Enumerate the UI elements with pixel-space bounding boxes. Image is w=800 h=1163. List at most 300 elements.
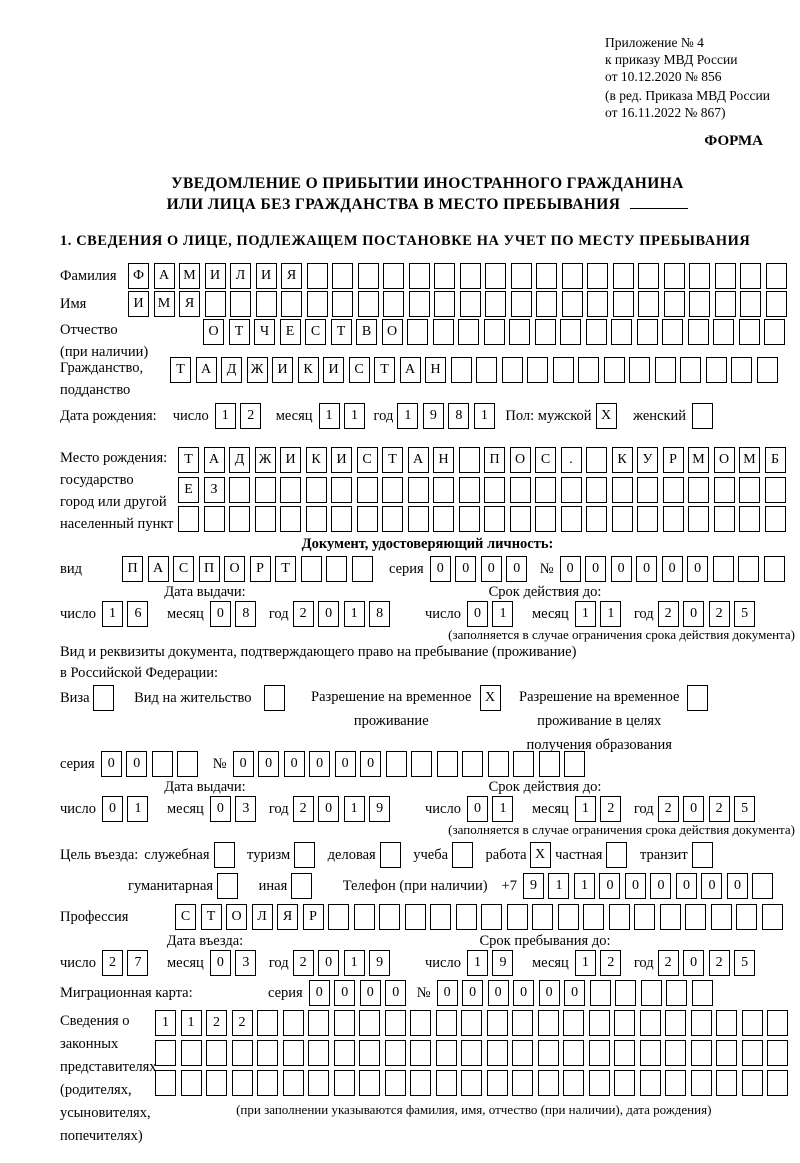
form-cell[interactable]	[606, 842, 627, 868]
form-cell[interactable]	[386, 751, 407, 777]
form-cell[interactable]	[206, 1040, 227, 1066]
form-cell[interactable]	[739, 506, 760, 532]
form-cell[interactable]	[281, 291, 302, 317]
form-cell[interactable]: Н	[433, 447, 454, 473]
form-cell[interactable]	[332, 263, 353, 289]
form-cell[interactable]	[460, 291, 481, 317]
form-cell[interactable]	[385, 1010, 406, 1036]
form-cell[interactable]	[459, 447, 480, 473]
form-cell[interactable]	[308, 1040, 329, 1066]
form-cell[interactable]	[680, 357, 701, 383]
form-cell[interactable]	[512, 1070, 533, 1096]
form-cell[interactable]: И	[205, 263, 226, 289]
form-cell[interactable]: А	[196, 357, 217, 383]
form-cell[interactable]	[461, 1010, 482, 1036]
form-cell[interactable]: 0	[676, 873, 697, 899]
form-cell[interactable]	[326, 556, 347, 582]
form-cell[interactable]	[558, 904, 579, 930]
form-cell[interactable]	[257, 1070, 278, 1096]
form-cell[interactable]	[562, 263, 583, 289]
form-cell[interactable]	[663, 506, 684, 532]
form-cell[interactable]	[459, 477, 480, 503]
form-cell[interactable]	[451, 357, 472, 383]
form-cell[interactable]	[383, 291, 404, 317]
form-cell[interactable]: С	[175, 904, 196, 930]
form-cell[interactable]: 2	[709, 950, 730, 976]
form-cell[interactable]: 0	[210, 601, 231, 627]
form-cell[interactable]	[583, 904, 604, 930]
form-cell[interactable]: X	[480, 685, 501, 711]
form-cell[interactable]: 1	[127, 796, 148, 822]
form-cell[interactable]	[586, 506, 607, 532]
form-cell[interactable]	[612, 477, 633, 503]
form-cell[interactable]: 2	[658, 950, 679, 976]
form-cell[interactable]	[352, 556, 373, 582]
form-cell[interactable]	[509, 319, 530, 345]
form-cell[interactable]	[553, 357, 574, 383]
form-cell[interactable]: 0	[683, 601, 704, 627]
form-cell[interactable]: 9	[423, 403, 444, 429]
form-cell[interactable]: 0	[102, 796, 123, 822]
form-cell[interactable]	[716, 1040, 737, 1066]
form-cell[interactable]	[527, 357, 548, 383]
form-cell[interactable]: И	[256, 263, 277, 289]
form-cell[interactable]	[487, 1010, 508, 1036]
form-cell[interactable]	[738, 556, 759, 582]
form-cell[interactable]	[692, 842, 713, 868]
form-cell[interactable]	[664, 263, 685, 289]
form-cell[interactable]: 8	[448, 403, 469, 429]
form-cell[interactable]: 0	[625, 873, 646, 899]
form-cell[interactable]	[357, 477, 378, 503]
form-cell[interactable]: 9	[369, 950, 390, 976]
form-cell[interactable]	[460, 263, 481, 289]
form-cell[interactable]: 0	[126, 751, 147, 777]
form-cell[interactable]: 0	[258, 751, 279, 777]
form-cell[interactable]	[379, 904, 400, 930]
form-cell[interactable]	[485, 263, 506, 289]
form-cell[interactable]: 0	[210, 796, 231, 822]
form-cell[interactable]	[306, 477, 327, 503]
form-cell[interactable]	[502, 357, 523, 383]
form-cell[interactable]: 8	[235, 601, 256, 627]
form-cell[interactable]	[587, 263, 608, 289]
form-cell[interactable]	[714, 506, 735, 532]
form-cell[interactable]	[507, 904, 528, 930]
form-cell[interactable]: Р	[250, 556, 271, 582]
form-cell[interactable]	[691, 1040, 712, 1066]
form-cell[interactable]	[561, 477, 582, 503]
form-cell[interactable]	[484, 319, 505, 345]
form-cell[interactable]: О	[203, 319, 224, 345]
form-cell[interactable]	[563, 1010, 584, 1036]
form-cell[interactable]	[711, 904, 732, 930]
form-cell[interactable]	[739, 477, 760, 503]
form-cell[interactable]	[452, 842, 473, 868]
form-cell[interactable]: Л	[230, 263, 251, 289]
form-cell[interactable]	[264, 685, 285, 711]
form-cell[interactable]: Ч	[254, 319, 275, 345]
form-cell[interactable]: 0	[462, 980, 483, 1006]
form-cell[interactable]	[354, 904, 375, 930]
form-cell[interactable]: С	[173, 556, 194, 582]
form-cell[interactable]: 1	[344, 796, 365, 822]
form-cell[interactable]	[232, 1040, 253, 1066]
form-cell[interactable]	[637, 506, 658, 532]
form-cell[interactable]	[767, 1040, 788, 1066]
form-cell[interactable]	[578, 357, 599, 383]
form-cell[interactable]	[762, 904, 783, 930]
form-cell[interactable]: 2	[709, 601, 730, 627]
form-cell[interactable]: В	[356, 319, 377, 345]
form-cell[interactable]	[535, 506, 556, 532]
form-cell[interactable]: 6	[127, 601, 148, 627]
form-cell[interactable]	[181, 1040, 202, 1066]
form-cell[interactable]	[614, 1070, 635, 1096]
form-cell[interactable]: 0	[611, 556, 632, 582]
form-cell[interactable]: X	[596, 403, 617, 429]
form-cell[interactable]	[359, 1040, 380, 1066]
form-cell[interactable]: 5	[734, 796, 755, 822]
form-cell[interactable]: 8	[369, 601, 390, 627]
form-cell[interactable]	[294, 842, 315, 868]
form-cell[interactable]: С	[535, 447, 556, 473]
form-cell[interactable]: А	[154, 263, 175, 289]
form-cell[interactable]	[485, 291, 506, 317]
form-cell[interactable]: Н	[425, 357, 446, 383]
form-cell[interactable]: И	[272, 357, 293, 383]
form-cell[interactable]	[382, 506, 403, 532]
form-cell[interactable]	[538, 1010, 559, 1036]
form-cell[interactable]	[604, 357, 625, 383]
form-cell[interactable]: Р	[303, 904, 324, 930]
form-cell[interactable]: 1	[397, 403, 418, 429]
form-cell[interactable]: 0	[210, 950, 231, 976]
form-cell[interactable]: 2	[658, 601, 679, 627]
form-cell[interactable]	[409, 291, 430, 317]
form-cell[interactable]	[532, 904, 553, 930]
form-cell[interactable]	[408, 506, 429, 532]
form-cell[interactable]	[715, 263, 736, 289]
form-cell[interactable]	[359, 1070, 380, 1096]
form-cell[interactable]: 0	[335, 751, 356, 777]
form-cell[interactable]	[214, 842, 235, 868]
form-cell[interactable]: 0	[539, 980, 560, 1006]
form-cell[interactable]: 1	[492, 601, 513, 627]
form-cell[interactable]	[614, 1040, 635, 1066]
form-cell[interactable]: 7	[127, 950, 148, 976]
form-cell[interactable]: 1	[575, 796, 596, 822]
form-cell[interactable]	[691, 1010, 712, 1036]
form-cell[interactable]: 1	[181, 1010, 202, 1036]
form-cell[interactable]	[484, 506, 505, 532]
form-cell[interactable]	[739, 319, 760, 345]
form-cell[interactable]: 0	[318, 950, 339, 976]
form-cell[interactable]: 0	[318, 796, 339, 822]
form-cell[interactable]	[205, 291, 226, 317]
form-cell[interactable]: X	[530, 842, 551, 868]
form-cell[interactable]: О	[510, 447, 531, 473]
form-cell[interactable]	[283, 1070, 304, 1096]
form-cell[interactable]	[461, 1040, 482, 1066]
form-cell[interactable]: М	[179, 263, 200, 289]
form-cell[interactable]	[736, 904, 757, 930]
form-cell[interactable]	[177, 751, 198, 777]
form-cell[interactable]	[560, 319, 581, 345]
form-cell[interactable]	[456, 904, 477, 930]
form-cell[interactable]: С	[305, 319, 326, 345]
form-cell[interactable]	[359, 1010, 380, 1036]
form-cell[interactable]	[742, 1040, 763, 1066]
form-cell[interactable]	[332, 291, 353, 317]
form-cell[interactable]	[764, 556, 785, 582]
form-cell[interactable]: Т	[275, 556, 296, 582]
form-cell[interactable]: 9	[523, 873, 544, 899]
form-cell[interactable]	[230, 291, 251, 317]
form-cell[interactable]: О	[224, 556, 245, 582]
form-cell[interactable]	[586, 319, 607, 345]
form-cell[interactable]	[564, 751, 585, 777]
form-cell[interactable]	[307, 291, 328, 317]
form-cell[interactable]: 2	[293, 950, 314, 976]
form-cell[interactable]: У	[637, 447, 658, 473]
form-cell[interactable]	[589, 1040, 610, 1066]
form-cell[interactable]: 3	[235, 796, 256, 822]
form-cell[interactable]	[687, 685, 708, 711]
form-cell[interactable]: 3	[235, 950, 256, 976]
form-cell[interactable]	[731, 357, 752, 383]
form-cell[interactable]: С	[357, 447, 378, 473]
form-cell[interactable]	[436, 1040, 457, 1066]
form-cell[interactable]	[634, 904, 655, 930]
form-cell[interactable]: О	[226, 904, 247, 930]
form-cell[interactable]	[512, 1010, 533, 1036]
form-cell[interactable]: 0	[683, 950, 704, 976]
form-cell[interactable]	[411, 751, 432, 777]
form-cell[interactable]	[742, 1070, 763, 1096]
form-cell[interactable]: М	[739, 447, 760, 473]
form-cell[interactable]	[662, 319, 683, 345]
form-cell[interactable]	[458, 319, 479, 345]
form-cell[interactable]: 1	[600, 601, 621, 627]
form-cell[interactable]: 1	[575, 950, 596, 976]
form-cell[interactable]	[752, 873, 773, 899]
form-cell[interactable]: 2	[600, 796, 621, 822]
form-cell[interactable]	[692, 403, 713, 429]
form-cell[interactable]	[461, 1070, 482, 1096]
form-cell[interactable]: О	[714, 447, 735, 473]
form-cell[interactable]	[740, 291, 761, 317]
form-cell[interactable]	[433, 506, 454, 532]
form-cell[interactable]: 9	[492, 950, 513, 976]
form-cell[interactable]: 2	[232, 1010, 253, 1036]
form-cell[interactable]	[301, 556, 322, 582]
form-cell[interactable]: О	[382, 319, 403, 345]
form-cell[interactable]: 0	[585, 556, 606, 582]
form-cell[interactable]	[757, 357, 778, 383]
form-cell[interactable]: 0	[309, 751, 330, 777]
form-cell[interactable]	[664, 291, 685, 317]
form-cell[interactable]: 1	[492, 796, 513, 822]
form-cell[interactable]	[742, 1010, 763, 1036]
form-cell[interactable]	[410, 1010, 431, 1036]
form-cell[interactable]	[614, 1010, 635, 1036]
form-cell[interactable]	[586, 447, 607, 473]
form-cell[interactable]	[665, 1010, 686, 1036]
form-cell[interactable]: 0	[430, 556, 451, 582]
form-cell[interactable]	[206, 1070, 227, 1096]
form-cell[interactable]: 2	[240, 403, 261, 429]
form-cell[interactable]: 0	[599, 873, 620, 899]
form-cell[interactable]: И	[331, 447, 352, 473]
form-cell[interactable]	[308, 1070, 329, 1096]
form-cell[interactable]	[436, 1010, 457, 1036]
form-cell[interactable]: 0	[560, 556, 581, 582]
form-cell[interactable]	[382, 477, 403, 503]
form-cell[interactable]: 2	[293, 796, 314, 822]
form-cell[interactable]	[229, 506, 250, 532]
form-cell[interactable]	[307, 263, 328, 289]
form-cell[interactable]: 1	[344, 403, 365, 429]
form-cell[interactable]: 0	[701, 873, 722, 899]
form-cell[interactable]	[405, 904, 426, 930]
form-cell[interactable]	[764, 319, 785, 345]
form-cell[interactable]	[204, 506, 225, 532]
form-cell[interactable]	[357, 506, 378, 532]
form-cell[interactable]: М	[688, 447, 709, 473]
form-cell[interactable]	[655, 357, 676, 383]
form-cell[interactable]: 2	[102, 950, 123, 976]
form-cell[interactable]: 1	[102, 601, 123, 627]
form-cell[interactable]: 1	[215, 403, 236, 429]
form-cell[interactable]	[510, 477, 531, 503]
form-cell[interactable]	[488, 751, 509, 777]
form-cell[interactable]	[385, 1040, 406, 1066]
form-cell[interactable]	[713, 556, 734, 582]
form-cell[interactable]	[536, 291, 557, 317]
form-cell[interactable]	[430, 904, 451, 930]
form-cell[interactable]: 5	[734, 601, 755, 627]
form-cell[interactable]: И	[323, 357, 344, 383]
form-cell[interactable]: Т	[229, 319, 250, 345]
form-cell[interactable]	[640, 1010, 661, 1036]
form-cell[interactable]: П	[122, 556, 143, 582]
form-cell[interactable]: 2	[709, 796, 730, 822]
form-cell[interactable]	[476, 357, 497, 383]
form-cell[interactable]	[306, 506, 327, 532]
form-cell[interactable]	[283, 1040, 304, 1066]
form-cell[interactable]	[691, 1070, 712, 1096]
form-cell[interactable]	[766, 291, 787, 317]
form-cell[interactable]	[409, 263, 430, 289]
form-cell[interactable]	[590, 980, 611, 1006]
form-cell[interactable]	[433, 319, 454, 345]
form-cell[interactable]: Ф	[128, 263, 149, 289]
form-cell[interactable]: Д	[221, 357, 242, 383]
form-cell[interactable]	[685, 904, 706, 930]
form-cell[interactable]: Е	[280, 319, 301, 345]
form-cell[interactable]	[334, 1010, 355, 1036]
form-cell[interactable]	[358, 263, 379, 289]
form-cell[interactable]	[612, 506, 633, 532]
form-cell[interactable]: 1	[548, 873, 569, 899]
form-cell[interactable]	[660, 904, 681, 930]
form-cell[interactable]: 2	[206, 1010, 227, 1036]
form-cell[interactable]: К	[612, 447, 633, 473]
form-cell[interactable]	[535, 319, 556, 345]
form-cell[interactable]	[640, 1040, 661, 1066]
form-cell[interactable]	[410, 1070, 431, 1096]
form-cell[interactable]: С	[349, 357, 370, 383]
form-cell[interactable]	[255, 506, 276, 532]
form-cell[interactable]: И	[280, 447, 301, 473]
form-cell[interactable]	[331, 506, 352, 532]
form-cell[interactable]	[385, 1070, 406, 1096]
form-cell[interactable]	[713, 319, 734, 345]
form-cell[interactable]	[563, 1070, 584, 1096]
form-cell[interactable]	[383, 263, 404, 289]
form-cell[interactable]: 1	[344, 950, 365, 976]
form-cell[interactable]	[538, 1070, 559, 1096]
form-cell[interactable]	[716, 1010, 737, 1036]
form-cell[interactable]	[688, 319, 709, 345]
form-cell[interactable]	[666, 980, 687, 1006]
form-cell[interactable]	[512, 1040, 533, 1066]
form-cell[interactable]	[692, 980, 713, 1006]
form-cell[interactable]: 0	[334, 980, 355, 1006]
form-cell[interactable]: 0	[309, 980, 330, 1006]
form-cell[interactable]	[155, 1040, 176, 1066]
form-cell[interactable]	[434, 263, 455, 289]
form-cell[interactable]: 2	[600, 950, 621, 976]
form-cell[interactable]	[280, 506, 301, 532]
form-cell[interactable]: П	[484, 447, 505, 473]
form-cell[interactable]: 0	[233, 751, 254, 777]
form-cell[interactable]: 0	[284, 751, 305, 777]
form-cell[interactable]	[665, 1070, 686, 1096]
form-cell[interactable]: Я	[277, 904, 298, 930]
form-cell[interactable]	[511, 263, 532, 289]
form-cell[interactable]	[331, 477, 352, 503]
form-cell[interactable]	[459, 506, 480, 532]
form-cell[interactable]	[589, 1010, 610, 1036]
form-cell[interactable]	[637, 477, 658, 503]
form-cell[interactable]: 1	[575, 601, 596, 627]
form-cell[interactable]	[408, 477, 429, 503]
form-cell[interactable]	[511, 291, 532, 317]
form-cell[interactable]	[536, 263, 557, 289]
form-cell[interactable]: И	[128, 291, 149, 317]
form-cell[interactable]: Д	[229, 447, 250, 473]
form-cell[interactable]: Б	[765, 447, 786, 473]
form-cell[interactable]	[562, 291, 583, 317]
form-cell[interactable]: А	[400, 357, 421, 383]
form-cell[interactable]: 0	[687, 556, 708, 582]
form-cell[interactable]	[255, 477, 276, 503]
form-cell[interactable]	[535, 477, 556, 503]
form-cell[interactable]	[328, 904, 349, 930]
form-cell[interactable]: 1	[467, 950, 488, 976]
form-cell[interactable]	[283, 1010, 304, 1036]
form-cell[interactable]: 0	[467, 601, 488, 627]
form-cell[interactable]: 0	[101, 751, 122, 777]
form-cell[interactable]	[433, 477, 454, 503]
form-cell[interactable]	[640, 1070, 661, 1096]
form-cell[interactable]	[280, 477, 301, 503]
form-cell[interactable]	[615, 980, 636, 1006]
form-cell[interactable]: Р	[663, 447, 684, 473]
form-cell[interactable]	[380, 842, 401, 868]
